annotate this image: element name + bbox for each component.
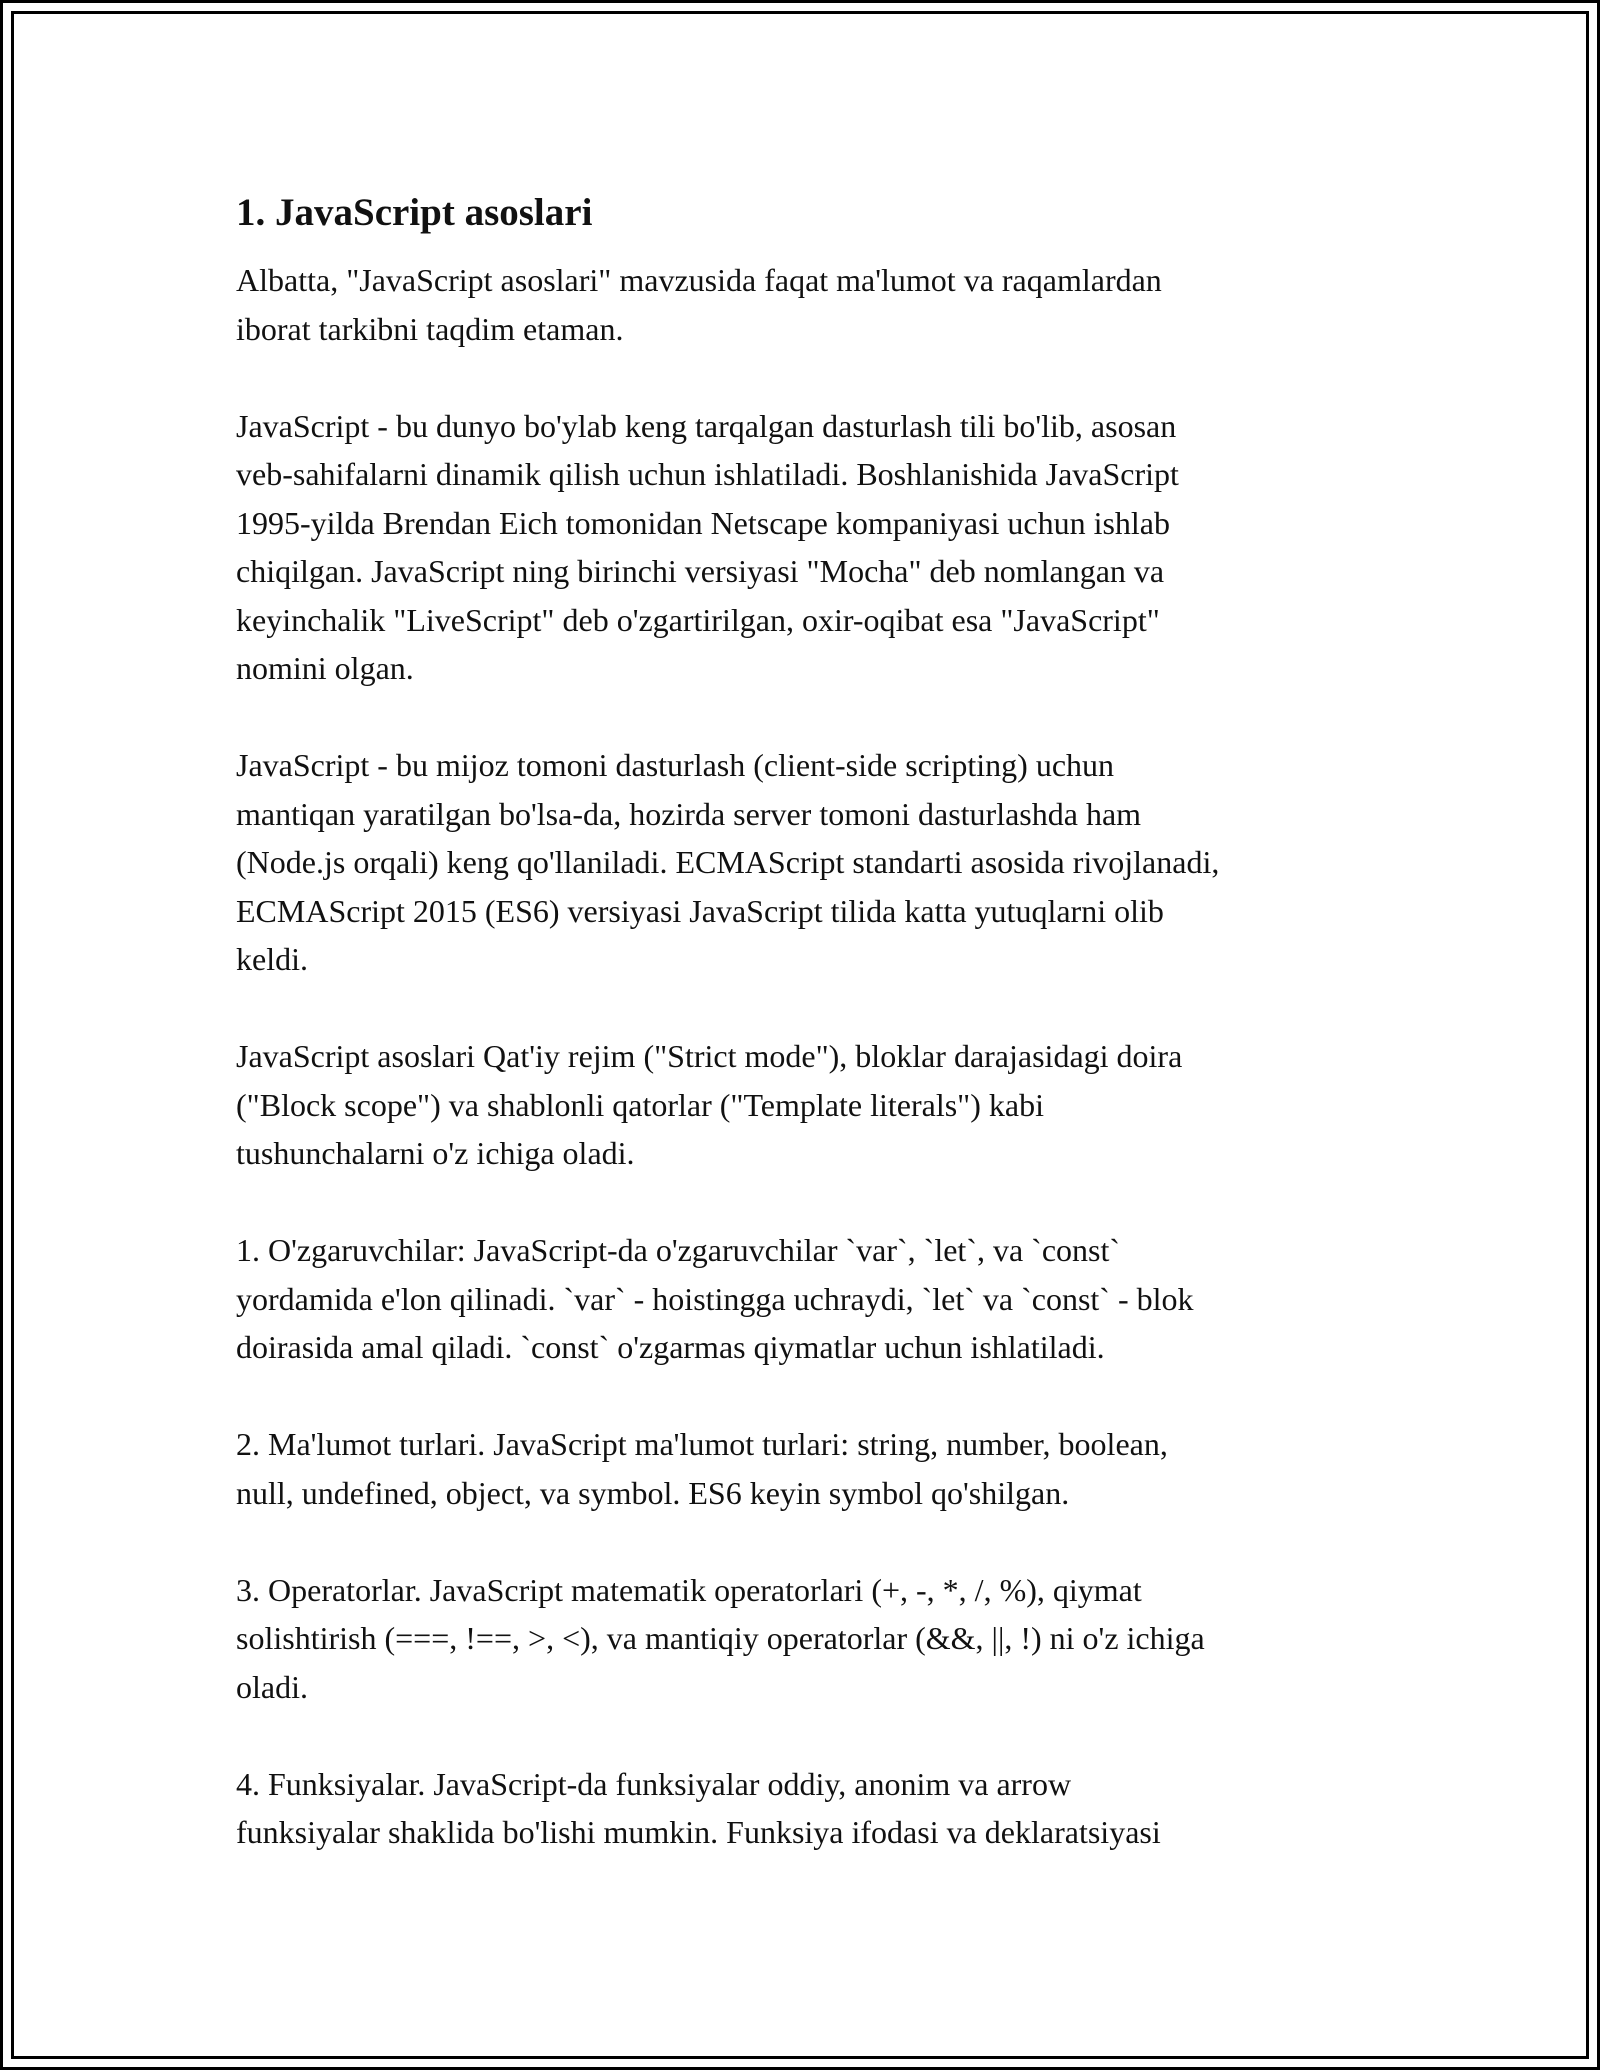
paragraph — [236, 1226, 1366, 1372]
text-line: null, undefined, object, va symbol. ES6 keyin symbol qo'shilgan. — [236, 1474, 1070, 1511]
text-line: 3. Operatorlar. JavaScript matematik operatorlari (+, -, *, /, %), qiymat — [236, 1571, 1142, 1608]
paragraph — [236, 402, 1366, 693]
text-line: funksiyalar shaklida bo'lishi mumkin. Funksiya ifodasi va deklaratsiyasi — [236, 1814, 1161, 1850]
text-line: JavaScript - bu dunyo bo'ylab keng tarqalgan dasturlash tili bo'lib, asosan — [236, 407, 1177, 444]
paragraph — [236, 1760, 1366, 1857]
text-line: JavaScript asoslari Qat'iy rejim ("Strict mode"), bloklar darajasidagi doira — [236, 1038, 1183, 1074]
text-line: oladi. — [236, 1668, 308, 1705]
text-line: yordamida e'lon qilinadi. `var` - hoistingga uchraydi, `let` va `const` - blok — [236, 1280, 1194, 1317]
text-line: mantiqan yaratilgan bo'lsa-da, hozirda server tomoni dasturlashda ham — [236, 795, 1142, 832]
text-line: keyinchalik "LiveScript" deb o'zgartirilgan, oxir-oqibat esa "JavaScript" — [236, 601, 1160, 638]
text-line: 4. Funksiyalar. JavaScript-da funksiyalar oddiy, anonim va arrow — [236, 1765, 1072, 1802]
paragraph — [236, 1032, 1366, 1178]
text-line: 2. Ma'lumot turlari. JavaScript ma'lumot turlari: string, number, boolean, — [236, 1426, 1168, 1462]
text-line: nomini olgan. — [236, 650, 414, 686]
text-line: veb-sahifalarni dinamik qilish uchun ishlatiladi. Boshlanishida JavaScript — [236, 456, 1179, 492]
text-line: (Node.js orqali) keng qo'llaniladi. ECMAScript standarti asosida rivojlanadi, — [236, 844, 1220, 880]
paragraph-list — [236, 256, 1366, 1857]
text-line: ECMAScript 2015 (ES6) versiyasi JavaScript tilida katta yutuqlarni olib — [236, 892, 1164, 929]
text-line: 1. O'zgaruvchilar: JavaScript-da o'zgaruvchilar `var`, `let`, va `const` — [236, 1232, 1121, 1268]
document-title: 1. JavaScript asoslari — [236, 191, 593, 234]
text-line: 1995-yilda Brendan Eich tomonidan Netscape kompaniyasi uchun ishlab — [236, 504, 1170, 541]
text-line: keldi. — [236, 941, 308, 977]
paragraph — [236, 1420, 1366, 1517]
paragraph — [236, 256, 1366, 353]
text-line: chiqilgan. JavaScript ning birinchi versiyasi "Mocha" deb nomlangan va — [236, 553, 1165, 589]
text-line: iborat tarkibni taqdim etaman. — [236, 310, 624, 347]
text-line: solishtirish (===, !==, >, <), va mantiqiy operatorlar (&&, ||, !) ni o'z ichiga — [236, 1620, 1205, 1656]
paragraph — [236, 741, 1366, 984]
document-body — [236, 186, 1366, 1905]
text-line: ("Block scope") va shablonli qatorlar ("Template literals") kabi — [236, 1086, 1044, 1123]
text-line: tushunchalarni o'z ichiga oladi. — [236, 1135, 635, 1171]
text-line: doirasida amal qiladi. `const` o'zgarmas qiymatlar uchun ishlatiladi. — [236, 1329, 1105, 1365]
paragraph — [236, 1566, 1366, 1712]
text-line: Albatta, "JavaScript asoslari" mavzusida faqat ma'lumot va raqamlardan — [236, 262, 1162, 298]
text-line: JavaScript - bu mijoz tomoni dasturlash (client-side scripting) uchun — [236, 747, 1115, 783]
